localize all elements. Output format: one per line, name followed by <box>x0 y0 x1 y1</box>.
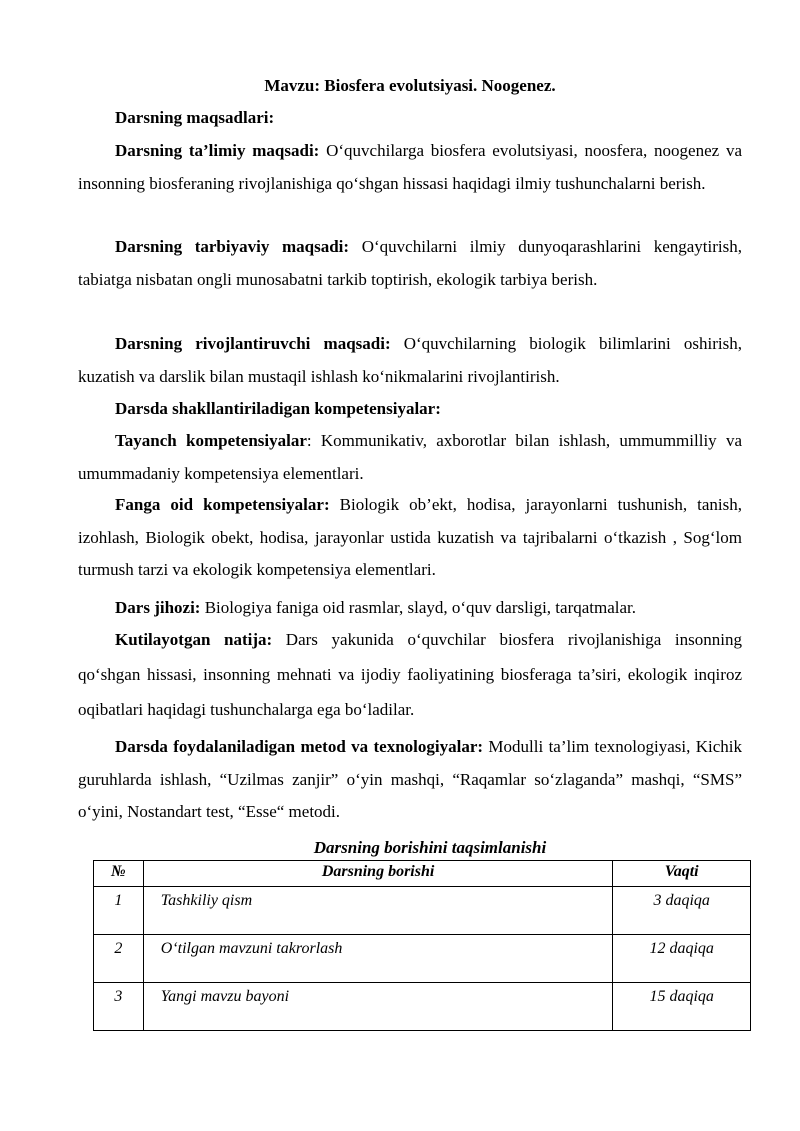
row-number: 3 <box>94 983 144 1031</box>
expected-result-text: Dars yakunida o‘quvchilar biosfera rivojlanishiga insonning qo‘shgan hissasi, insonning mehnati va ijodiy faoliyatining biosferaga ta’siri, ekologik inqiroz oqibatlari haqidagi tushunchalarga ega bo‘ladilar. <box>78 630 742 719</box>
subject-competencies-paragraph <box>78 489 742 587</box>
subject-competencies-label: Fanga oid kompetensiyalar: <box>115 495 330 514</box>
header-number: № <box>94 861 144 887</box>
header-time: Vaqti <box>613 861 751 887</box>
row-stage: Yangi mavzu bayoni <box>143 983 613 1031</box>
header-lesson-stage: Darsning borishi <box>143 861 613 887</box>
table-row <box>94 935 751 983</box>
upbringing-goal-paragraph <box>78 231 742 296</box>
educational-goal-text: O‘quvchilarga biosfera evolutsiyasi, noosfera, noogenez va insonning biosferaning rivojlanishiga qo‘shgan hissasi haqidagi ilmiy tushunchalarni berish. <box>78 141 743 193</box>
competencies-heading <box>78 393 742 426</box>
core-competencies-paragraph <box>78 425 742 490</box>
developmental-goal-text: O‘quvchilarning biologik bilimlarini oshirish, kuzatish va darslik bilan mustaqil ishlash ko‘nikmalarini rivojlantirish. <box>78 334 742 386</box>
methods-text: Modulli ta’lim texnologiyasi, Kichik guruhlarda ishlash, “Uzilmas zanjir” o‘yin mashqi, “Raqamlar so‘zlaganda” mashqi, “SMS” o‘yini, Nostandart test, “Esse“ metodi. <box>78 737 742 821</box>
educational-goal-paragraph <box>78 135 742 200</box>
goals-heading <box>78 102 742 135</box>
row-number: 2 <box>94 935 144 983</box>
expected-result-label: Kutilayotgan natija: <box>115 630 273 649</box>
equipment-text: Biologiya faniga oid rasmlar, slayd, o‘quv darsligi, tarqatmalar. <box>200 598 637 617</box>
row-time: 12 daqiqa <box>613 935 751 983</box>
equipment-paragraph <box>78 592 742 625</box>
expected-result-paragraph <box>78 622 742 727</box>
table-row <box>94 983 751 1031</box>
developmental-goal-paragraph <box>78 328 742 393</box>
developmental-goal-label: Darsning rivojlantiruvchi maqsadi: <box>115 334 391 353</box>
row-time: 3 daqiqa <box>613 887 751 935</box>
methods-paragraph <box>78 731 742 829</box>
page-title: Mavzu: Biosfera evolutsiyasi. Noogenez. <box>264 76 556 95</box>
subject-competencies-text: Biologik ob’ekt, hodisa, jarayonlarni tushunish, tanish, izohlash, Biologik obekt, hodisa, jarayonlar ustida kuzatish va tajribalarni o‘tkazish , Sog‘lom turmush tarzi va ekologik kompetensiya elementlari. <box>78 495 742 579</box>
equipment-label: Dars jihozi: <box>115 598 201 617</box>
table-caption: Darsning borishini taqsimlanishi <box>313 838 547 857</box>
row-time: 15 daqiqa <box>613 983 751 1031</box>
table-row <box>94 887 751 935</box>
lesson-schedule-table <box>93 860 751 1031</box>
goals-heading-text: Darsning maqsadlari: <box>115 108 275 127</box>
row-stage: O‘tilgan mavzuni takrorlash <box>143 935 613 983</box>
core-competencies-label: Tayanch kompetensiyalar <box>115 431 307 450</box>
competencies-heading-text: Darsda shakllantiriladigan kompetensiyalar: <box>115 399 441 418</box>
table-header-row <box>94 861 751 887</box>
educational-goal-label: Darsning ta’limiy maqsadi: <box>115 141 320 160</box>
upbringing-goal-text: O‘quvchilarni ilmiy dunyoqarashlarini kengaytirish, tabiatga nisbatan ongli munosabatni tarkib toptirish, ekologik tarbiya berish. <box>78 237 742 289</box>
row-number: 1 <box>94 887 144 935</box>
row-stage: Tashkiliy qism <box>143 887 613 935</box>
core-competencies-text: : Kommunikativ, axborotlar bilan ishlash, ummummilliy va umummadaniy kompetensiya elementlari. <box>78 431 742 483</box>
upbringing-goal-label: Darsning tarbiyaviy maqsadi: <box>115 237 350 256</box>
methods-label: Darsda foydalaniladigan metod va texnologiyalar: <box>115 737 484 756</box>
